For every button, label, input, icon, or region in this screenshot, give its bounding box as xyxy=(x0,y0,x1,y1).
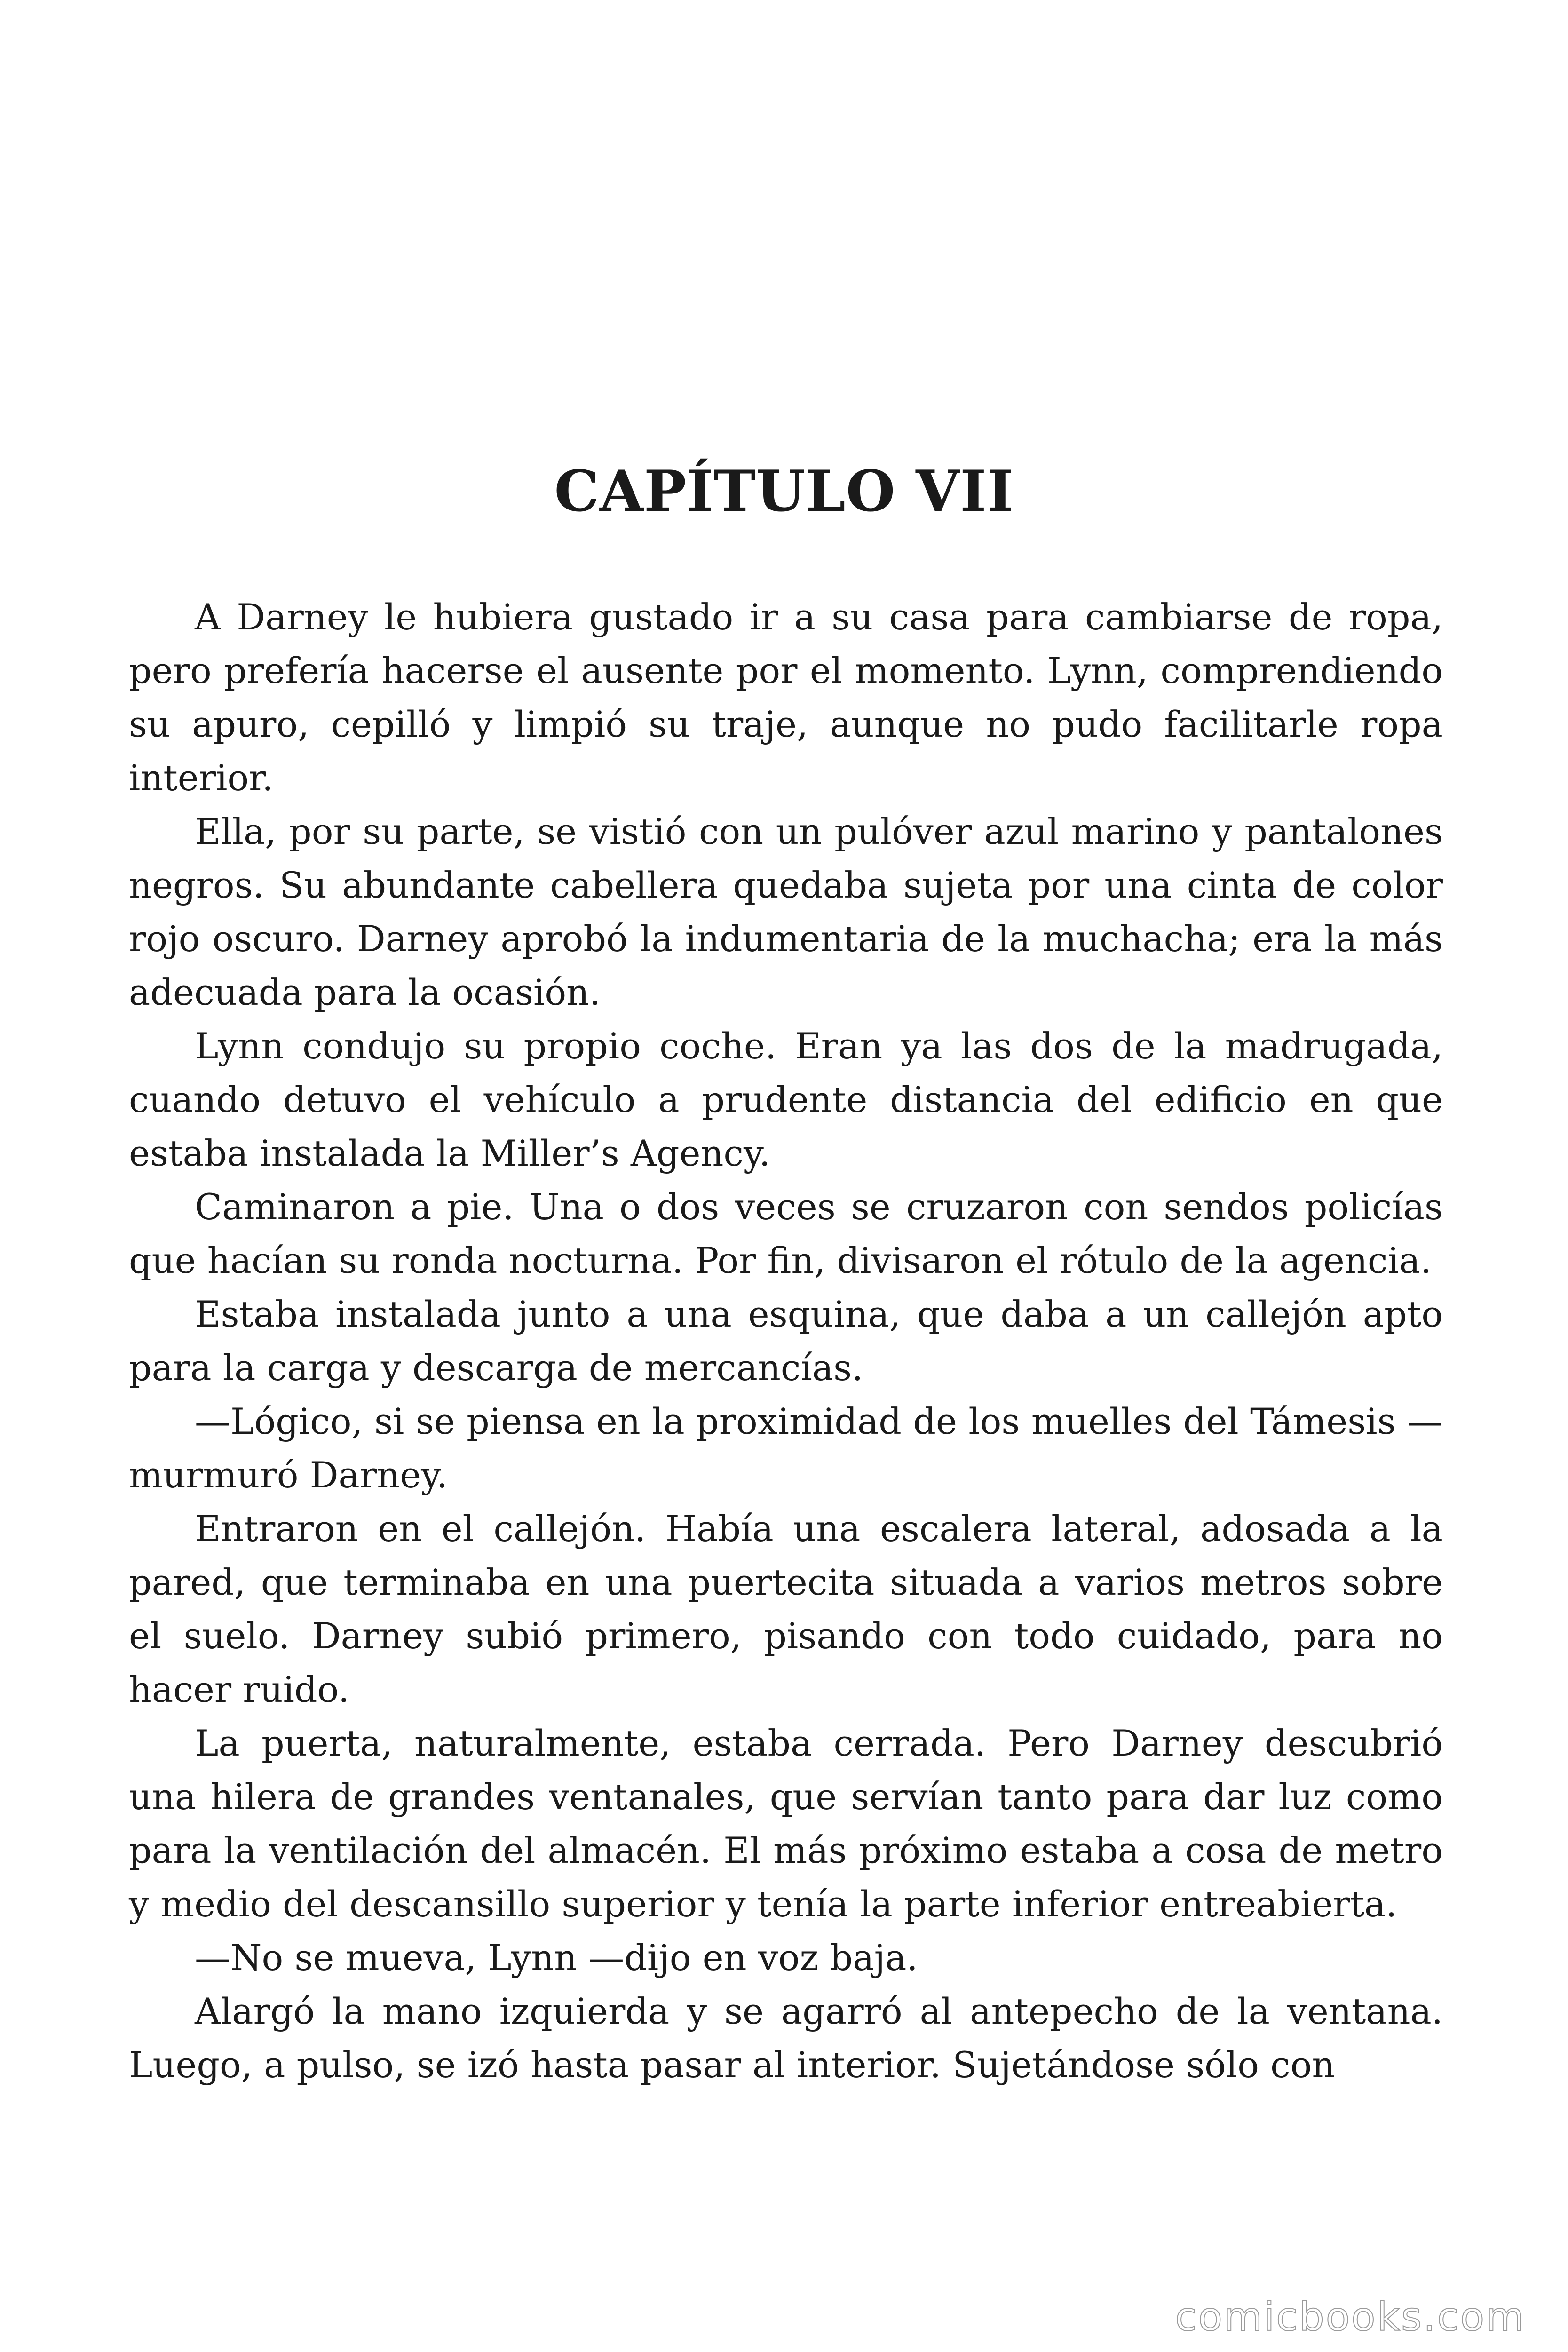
paragraph: A Darney le hubiera gustado ir a su casa para cambiarse de ropa, pero prefería hacerse el ausente por el momento. Lynn, comprendiendo su apuro, cepilló y limpió su traje, aunque no pudo facilitarle ropa interior. xyxy=(129,596,1443,799)
paragraph: La puerta, naturalmente, estaba cerrada. Pero Darney descubrió una hilera de grandes ventanales, que servían tanto para dar luz como para la ventilación del almacén. El más próximo estaba a cosa de metro y medio del descansillo superior y tenía la parte inferior entreabierta. xyxy=(129,1722,1443,1925)
chapter-body xyxy=(129,590,1443,2092)
paragraph: —Lógico, si se piensa en la proximidad de los muelles del Támesis —murmuró Darney. xyxy=(129,1400,1443,1496)
paragraph: Entraron en el callejón. Había una escalera lateral, adosada a la pared, que terminaba en una puertecita situada a varios metros sobre el suelo. Darney subió primero, pisando con todo cuidado, para no hacer ruido. xyxy=(129,1508,1443,1710)
paragraph: Estaba instalada junto a una esquina, que daba a un callejón apto para la carga y descarga de mercancías. xyxy=(129,1293,1443,1389)
paragraph: —No se mueva, Lynn —dijo en voz baja. xyxy=(195,1937,918,1979)
paragraph: Ella, por su parte, se vistió con un pulóver azul marino y pantalones negros. Su abundante cabellera quedaba sujeta por una cinta de color rojo oscuro. Darney aprobó la indumentaria de la muchacha; era la más adecuada para la ocasión. xyxy=(129,810,1443,1013)
paragraph: Lynn condujo su propio coche. Eran ya las dos de la madrugada, cuando detuvo el vehículo a prudente distancia del edificio en que estaba instalada la Miller’s Agency. xyxy=(129,1025,1443,1174)
chapter-title: CAPÍTULO VII xyxy=(554,458,1014,524)
paragraph: Alargó la mano izquierda y se agarró al antepecho de la ventana. Luego, a pulso, se izó hasta pasar al interior. Sujetándose sólo con xyxy=(129,1990,1443,2086)
watermark-logo: comicbooks.com xyxy=(1175,2294,1526,2340)
paragraph: Caminaron a pie. Una o dos veces se cruzaron con sendos policías que hacían su ronda nocturna. Por fin, divisaron el rótulo de la agencia. xyxy=(129,1186,1443,1281)
